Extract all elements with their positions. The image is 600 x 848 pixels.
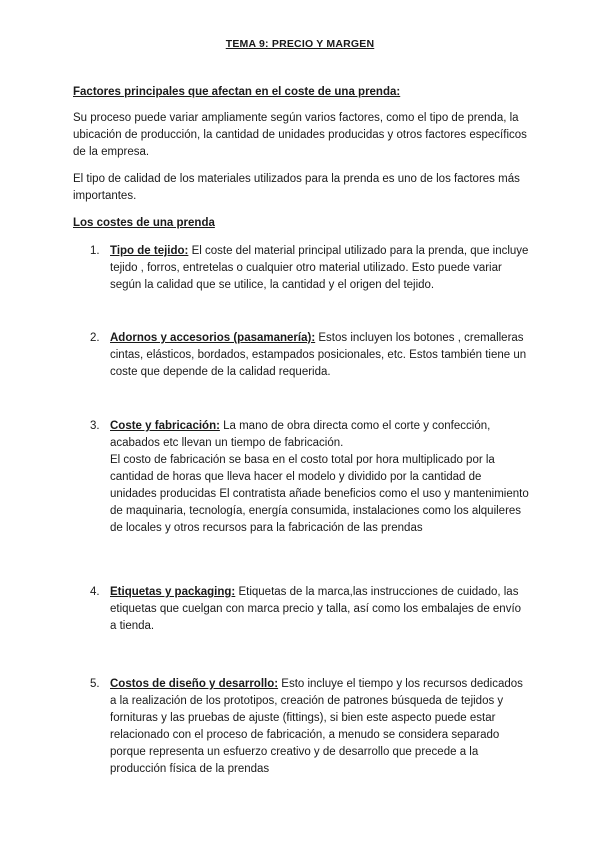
list-item xyxy=(90,418,530,537)
list-item xyxy=(90,584,530,635)
list-item-term: Coste y fabricación: xyxy=(110,420,220,432)
list-item-number: 5. xyxy=(90,678,100,690)
list-item-term: Adornos y accesorios (pasamanería): xyxy=(110,332,316,344)
list-item-term: Costos de diseño y desarrollo: xyxy=(110,678,279,690)
list-item-body xyxy=(110,676,530,778)
paragraph-2: El tipo de calidad de los materiales utilizados para la prenda es uno de los factores más importantes. xyxy=(73,173,520,202)
list-item xyxy=(90,243,530,294)
list-item-body xyxy=(110,584,530,635)
list-item-text: El coste del material principal utilizado para la prenda, que incluye tejido , forros, entretelas o cualquier otro material utilizado. Esto puede variar según la calidad que se utilice, la cantidad y el origen del tejido. xyxy=(110,245,529,291)
list-item-text: Esto incluye el tiempo y los recursos dedicados a la realización de los prototipos, creación de patrones búsqueda de tejidos y fornituras y las pruebas de ajuste (fittings), si bien este aspecto puede estar relacionado con el proceso de fabricación, a menudo se considera separado porque representa un esfuerzo creativo y de desarrollo que precede a la producción física de la prendas xyxy=(110,678,523,775)
list-item-term: Etiquetas y packaging: xyxy=(110,586,236,598)
document-title: TEMA 9: PRECIO Y MARGEN xyxy=(225,38,375,50)
list-item-text: Estos incluyen los botones , cremalleras cintas, elásticos, bordados, estampados posicionales, etc. Estos también tiene un coste que depende de la calidad requerida. xyxy=(110,332,527,378)
list-item-term: Tipo de tejido: xyxy=(110,245,189,257)
list-item-body xyxy=(110,330,530,381)
paragraph-1: Su proceso puede variar ampliamente según varios factores, como el tipo de prenda, la ubicación de producción, la cantidad de unidades producidas y otros factores específicos de la empresa. xyxy=(73,112,527,158)
list-item-text: Etiquetas de la marca,las instrucciones de cuidado, las etiquetas que cuelgan con marca precio y talla, así como los embalajes de envío a tienda. xyxy=(110,586,522,632)
list-item xyxy=(90,676,530,778)
list-item-text-continued: El costo de fabricación se basa en el costo total por hora multiplicado por la cantidad de horas que lleva hacer el modelo y dividido por la cantidad de unidades producidas El contratista añade beneficios como el uso y mantenimiento de maquinaria, tecnología, energía consumida, instalaciones como los alquileres de locales y otros recursos para la fabricación de las prendas xyxy=(110,454,529,534)
list-item-number: 3. xyxy=(90,420,100,432)
list-item-text: La mano de obra directa como el corte y confección, acabados etc llevan un tiempo de fabricación. xyxy=(110,420,491,449)
list-item-body xyxy=(110,243,530,294)
list-item xyxy=(90,330,530,381)
list-item-number: 1. xyxy=(90,245,100,257)
costs-heading: Los costes de una prenda xyxy=(73,217,215,229)
list-item-number: 2. xyxy=(90,332,100,344)
list-item-body xyxy=(110,418,530,537)
factors-heading: Factores principales que afectan en el coste de una prenda: xyxy=(73,86,401,98)
list-item-number: 4. xyxy=(90,586,100,598)
